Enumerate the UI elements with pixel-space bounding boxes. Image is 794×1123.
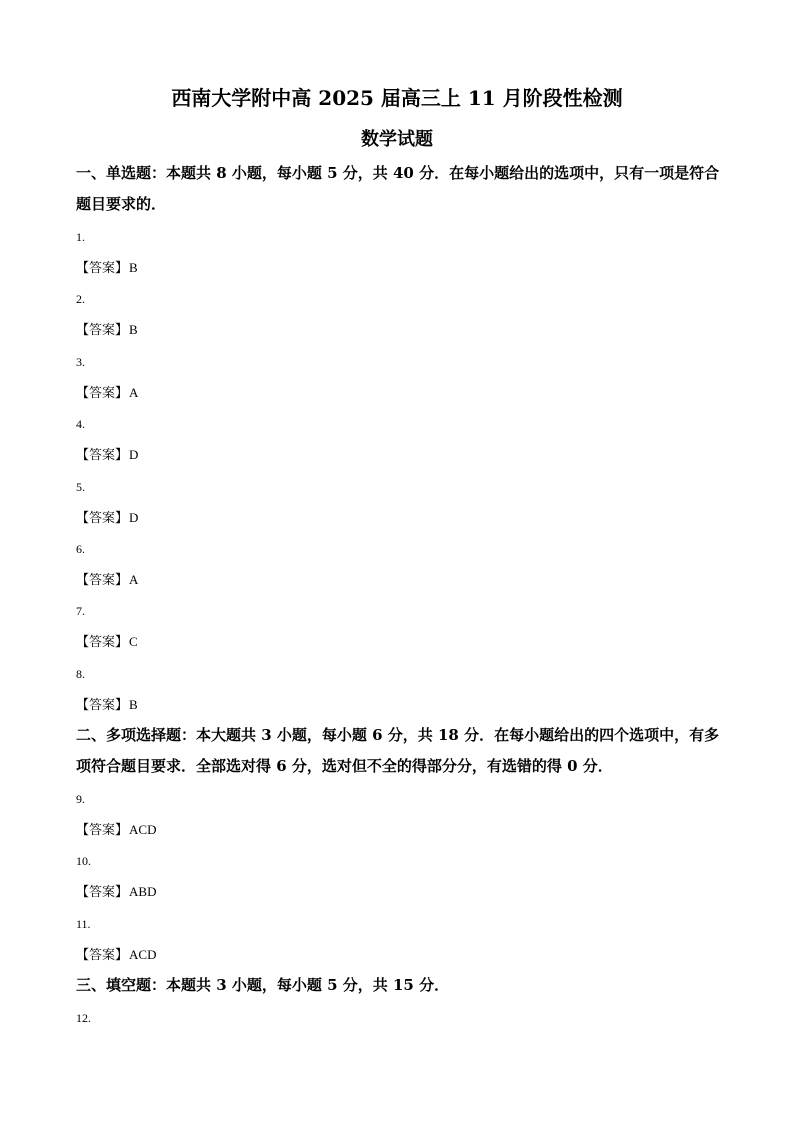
page-title: 西南大学附中高 2025 届高三上 11 月阶段性检测 <box>171 86 623 110</box>
answer-value: B <box>129 260 138 275</box>
answer-label: 【答案】 <box>76 948 129 963</box>
answer-line <box>76 696 138 715</box>
answer-label: 【答案】 <box>76 323 129 338</box>
answer-line <box>76 571 138 590</box>
question-number: 9. <box>76 792 85 806</box>
answer-line <box>76 821 156 840</box>
section-heading-fill-in: 三、填空题：本题共 3 小题，每小题 5 分，共 15 分． <box>76 976 450 994</box>
answer-label: 【答案】 <box>76 823 129 838</box>
answer-line <box>76 946 156 965</box>
answer-value: A <box>129 385 139 400</box>
answer-label: 【答案】 <box>76 573 129 588</box>
question-number: 1. <box>76 230 85 244</box>
question-number: 7. <box>76 604 85 618</box>
answer-label: 【答案】 <box>76 511 129 526</box>
answer-value: D <box>129 447 139 462</box>
answer-value: B <box>129 322 138 337</box>
section-heading-single-choice: 一、单选题：本题共 8 小题，每小题 5 分，共 40 分．在每小题给出的选项中，只有一项是符合题目要求的． <box>76 164 720 213</box>
answer-line <box>76 883 156 902</box>
page-subtitle: 数学试题 <box>361 129 433 150</box>
question-number: 8. <box>76 667 85 681</box>
question-number: 3. <box>76 355 85 369</box>
answer-value: B <box>129 697 138 712</box>
answer-line <box>76 259 138 278</box>
section-heading-multiple-choice: 二、多项选择题：本大题共 3 小题，每小题 6 分，共 18 分．在每小题给出的四个选项中，有多项符合题目要求．全部选对得 6 分，选对但不全的得部分分，有选错的得 0 分． <box>76 726 720 775</box>
question-number: 4. <box>76 417 85 431</box>
answer-value: C <box>129 634 138 649</box>
answer-line <box>76 321 138 340</box>
question-number: 11. <box>76 917 91 931</box>
answer-line <box>76 633 138 652</box>
answer-label: 【答案】 <box>76 261 129 276</box>
answer-label: 【答案】 <box>76 885 129 900</box>
question-number: 5. <box>76 480 85 494</box>
question-number: 6. <box>76 542 85 556</box>
answer-label: 【答案】 <box>76 386 129 401</box>
answer-label: 【答案】 <box>76 448 129 463</box>
answer-value: ACD <box>129 822 157 837</box>
answer-line <box>76 509 138 528</box>
question-number: 12. <box>76 1011 91 1025</box>
answer-value: A <box>129 572 139 587</box>
answer-value: ABD <box>129 884 157 899</box>
answer-line <box>76 384 138 403</box>
answer-value: D <box>129 510 139 525</box>
question-number: 2. <box>76 292 85 306</box>
answer-line <box>76 446 138 465</box>
answer-label: 【答案】 <box>76 635 129 650</box>
answer-label: 【答案】 <box>76 698 129 713</box>
question-number: 10. <box>76 854 91 868</box>
answer-value: ACD <box>129 947 157 962</box>
